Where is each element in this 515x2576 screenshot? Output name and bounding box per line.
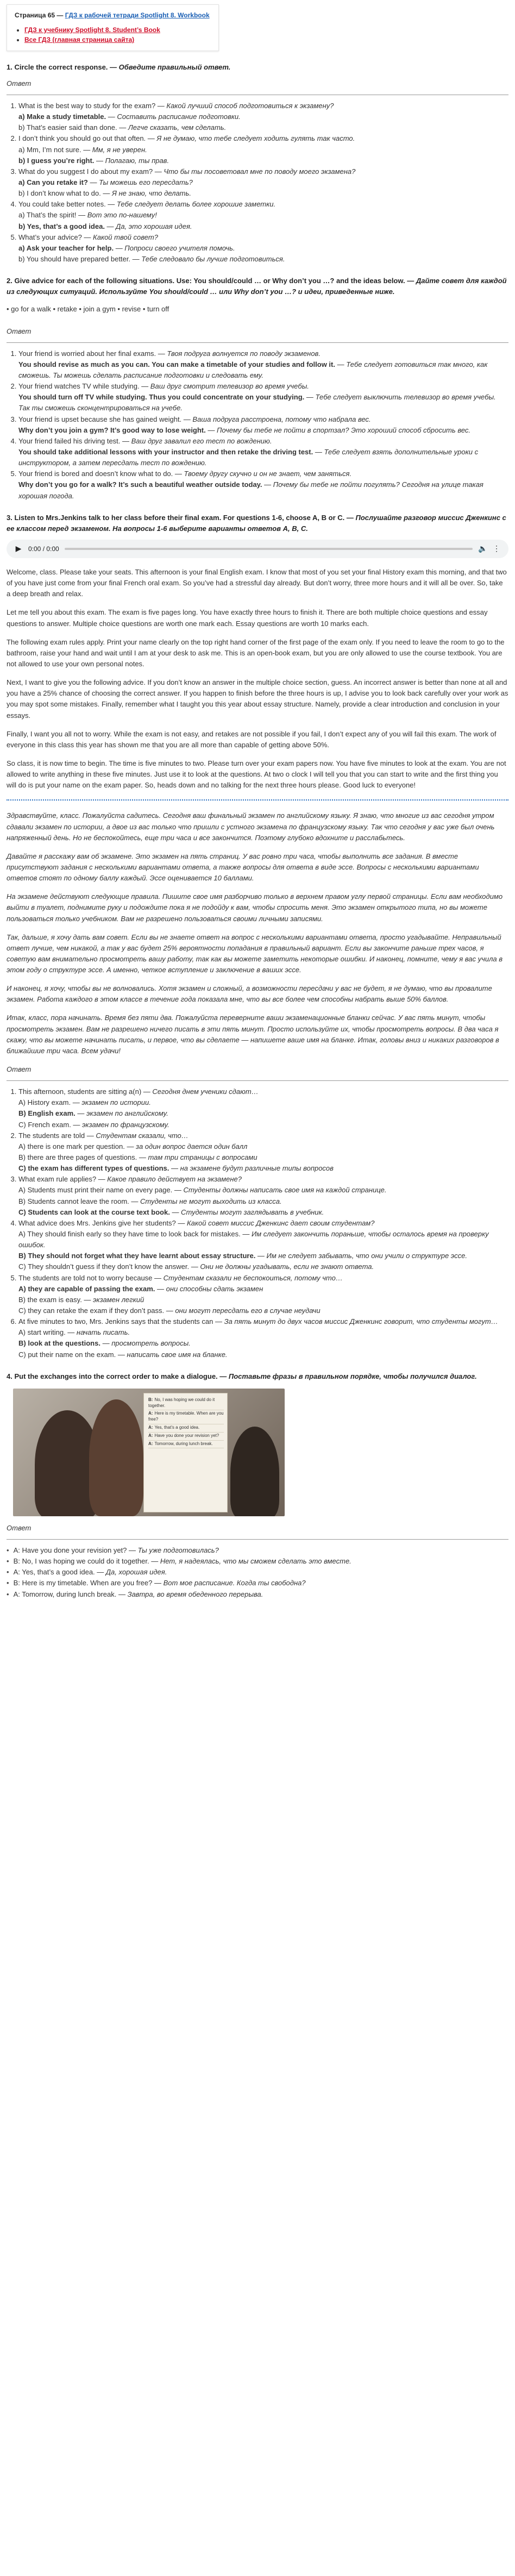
card-speaker: A:: [148, 1441, 153, 1446]
advice-translation: — Почему бы тебе не пойти в спортзал? Это хороший способ сбросить вес.: [205, 426, 471, 434]
toc-link-all[interactable]: Все ГДЗ (главная страница сайта): [24, 36, 135, 44]
answer-text: a) Mm, I’m not sure.: [18, 145, 81, 154]
audio-player[interactable]: [7, 540, 508, 558]
advice-translation: — Почему бы тебе не пойти погулять? Сегодня на улице такая хорошая погода.: [18, 480, 483, 500]
answer-option: [18, 1185, 508, 1196]
question-text: You could take better notes. —: [18, 200, 117, 209]
answer-option: [18, 1305, 508, 1316]
advice-answer: [18, 479, 508, 501]
question-text: The students are told —: [18, 1131, 96, 1140]
girl-figure: [89, 1399, 143, 1516]
transcript-paragraph: So class, it is now time to begin. The time is five minutes to two. Please turn over your exam papers now. You have five minutes to look at the exam. You are not allowed to write anything in these five minutes. Just use it to look at the questions. At two o clock I will tell you that you can start to write and the first thing you will do is put your name on the exam paper. So, heads down and no talking for the next three hours please. Good luck to everyone!: [7, 759, 506, 790]
correct-answer: b) I guess you’re right.: [18, 156, 95, 165]
more-options-icon[interactable]: ⋮: [493, 544, 500, 553]
toc-item: [24, 25, 210, 35]
divider: [7, 1080, 508, 1081]
transcript-en: [7, 567, 508, 791]
task2-word-bank: • go for a walk • retake • join a gym • revise • turn off: [7, 305, 169, 314]
answer-translation: — экзамен по английскому.: [75, 1109, 168, 1118]
answer-translation: — Попроси своего учителя помочь.: [114, 243, 235, 252]
question-item: [18, 1130, 508, 1174]
question-text: The students are told not to worry because —: [18, 1273, 164, 1282]
answer-text: C) they can retake the exam if they don’t pass.: [18, 1306, 165, 1315]
question-text: At five minutes to two, Mrs. Jenkins says that the students can —: [18, 1317, 224, 1326]
answer-option: [18, 1284, 508, 1295]
situation-text: Your friend failed his driving test. —: [18, 436, 131, 445]
answer-option: [18, 1261, 508, 1272]
answer-text: A) History exam.: [18, 1098, 71, 1107]
question-translation: Я не думаю, что тебе следует ходить гулять так часто.: [156, 134, 355, 143]
answer-text: B) the exam is easy.: [18, 1295, 82, 1304]
situation-translation: Ваша подруга расстроена, потому что набрала вес.: [192, 415, 371, 423]
task3-list: [7, 1086, 508, 1360]
dialogue-photo: [13, 1389, 285, 1516]
play-icon[interactable]: ▶: [15, 544, 22, 553]
transcript-paragraph: Next, I want to give you the following advice. If you don’t know an answer in the multiple choice section, guess. An incorrect answer is better than none at all and you have a 25% chance of choosing the correct answer. If you happen to finish before the three hours is up, I advise you to look back carefully over your work as you may spot some mistakes. Finally, remember what I taught you this year about essay structure. Namely, provide a clear introduction and conclusion in your essays.: [7, 678, 508, 720]
situation-item: [18, 468, 508, 501]
task3-heading-ru: Послушайте разговор миссис Дженкинс с ее классом перед экзаменом. На вопросы 1-6 выберите варианты ответов A, B, C.: [7, 513, 506, 533]
answer-translation: — Полагаю, ты прав.: [94, 156, 169, 165]
answer-option: [18, 1349, 508, 1360]
situation-text: Your friend is bored and doesn’t know what to do. —: [18, 470, 184, 478]
answer-option: [18, 210, 508, 221]
advice-text: Why don’t you join a gym? It’s good way to lose weight.: [18, 426, 206, 434]
toc-box: [7, 4, 219, 51]
question-item: [18, 1273, 508, 1317]
answer-translation: — экзамен легкий: [81, 1295, 145, 1304]
answer-translation: — Они не должны угадывать, если не знают ответа.: [189, 1262, 374, 1271]
situation-translation: Твоему другу скучно и он не знает, чем заняться.: [184, 470, 352, 478]
toc-title-prefix: Страница 65 —: [15, 11, 65, 19]
correct-answer: a) Ask your teacher for help.: [18, 243, 114, 252]
transcript-translation-paragraph: Итак, класс, пора начинать. Время без пяти два. Пожалуйста переверните ваши экзаменационные бланки сейчас. У вас пять минут, чтобы просмотреть экзамен. Вам не разрешено ничего писать в эти пять минут. Просто используйте их, чтобы просмотреть вопросы. В два часа я скажу, что вы можете начинать писать, и первое, что вы сделаете — напишете ваше имя на бланке. Итак, головы вниз и никаких разговоров в ближайшие три часа. Всем удачи!: [7, 1014, 499, 1055]
question-item: [18, 1086, 508, 1130]
question-text: What’s your advice? —: [18, 233, 93, 241]
correct-answer: B) They should not forget what they have learnt about essay structure.: [18, 1252, 256, 1260]
dialogue-translation: — Ты уже подготовилась?: [127, 1546, 219, 1554]
card-line: [148, 1397, 224, 1411]
task2-heading-en: 2. Give advice for each of the following situations. Use: You should/could … or Why don’t you …? and the ideas below. —: [7, 277, 416, 285]
dialogue-translation: — Вот мое расписание. Когда ты свободна?: [152, 1579, 306, 1587]
task1-answer-label: Ответ: [7, 79, 32, 87]
answer-translation: — за один вопрос дается один балл: [124, 1142, 248, 1151]
advice-text: Why don’t you go for a walk? It’s such a beautiful weather outside today.: [18, 480, 262, 489]
dialogue-translation: — Нет, я надеялась, что мы сможем сделать это вместе.: [149, 1557, 351, 1566]
task1-heading-en: 1. Circle the correct response. —: [7, 62, 119, 71]
correct-answer: C) the exam has different types of questions.: [18, 1164, 169, 1173]
situation-item: [18, 436, 508, 468]
answer-text: C) They shouldn’t guess if they don’t know the answer.: [18, 1262, 190, 1271]
task2-answer-label: Ответ: [7, 327, 32, 335]
advice-translation: — Тебе следует готовиться так много, как сможешь. Ты можешь сделать расписание подготовки и следовать ему.: [18, 360, 488, 380]
transcript-translation-paragraph: Давайте я расскажу вам об экзамене. Это экзамен на пять страниц. У вас ровно три часа, чтобы выполнить все задания. В вместе присутствуют задания с несколькими вариантами ответа, а также вопросы для ответа в виде эссе. Вопросы с несколькими вариантами ответов стоят по одному баллу каждый. Эссе оценивается 10 баллами.: [7, 852, 479, 883]
card-speaker: A:: [148, 1433, 153, 1438]
question-item: [18, 1316, 508, 1360]
answer-translation: — Да, это хорошая идея.: [104, 222, 192, 230]
answer-option: [18, 1196, 508, 1207]
task4-heading: [7, 1371, 508, 1382]
correct-answer: B) look at the questions.: [18, 1339, 101, 1348]
question-item: [18, 166, 508, 199]
answer-translation: — экзамен по французскому.: [71, 1120, 169, 1129]
dialogue-translation: — Завтра, во время обеденного перерыва.: [116, 1590, 263, 1598]
question-text: I don’t think you should go out that often. —: [18, 134, 157, 143]
task2-list: [7, 348, 508, 502]
task4-list: [7, 1545, 508, 1600]
correct-answer: B) English exam.: [18, 1109, 76, 1118]
answer-text: A) start writing.: [18, 1328, 66, 1337]
situation-text: Your friend is upset because she has gained weight. —: [18, 415, 193, 423]
task1-list: [7, 101, 508, 265]
transcript-translation-paragraph: На экзамене действуют следующие правила. Пишите свое имя разборчиво только в верхнем правом углу первой страницы. Если вам необходимо выйти в туалет, поднимите руку и подождите пока я не подойду к вам, чтобы спросить меня. Это экзамен открытого типа, но вы можете пользоваться только учебником. Вам не разрешено пользоваться своими личными записями.: [7, 892, 503, 923]
question-translation: Студентам сказали, что…: [96, 1131, 189, 1140]
task1-heading: [7, 62, 508, 73]
question-translation: Какой твой совет?: [93, 233, 158, 241]
answer-text: A) there is one mark per question.: [18, 1142, 125, 1151]
question-translation: Тебе следует делать более хорошие заметки.: [116, 200, 276, 209]
dialogue-line: [7, 1578, 508, 1589]
volume-icon[interactable]: 🔈: [478, 544, 488, 553]
answer-translation: — Я не знаю, что делать.: [101, 189, 191, 198]
question-translation: Какое правило действует на экзамене?: [107, 1175, 242, 1184]
question-item: [18, 1174, 508, 1218]
answer-translation: — там три страницы с вопросами: [137, 1153, 258, 1162]
situation-text: Your friend watches TV while studying. —: [18, 382, 150, 391]
answer-text: B) there are three pages of questions.: [18, 1153, 137, 1162]
question-translation: За пять минут до двух часов миссис Дженкинс говорит, что студенты могут…: [224, 1317, 498, 1326]
task3-answer-label: Ответ: [7, 1065, 32, 1074]
toc-title-link[interactable]: ГДЗ к рабочей тетради Spotlight 8. Workbook: [65, 11, 210, 19]
situation-item: [18, 381, 508, 414]
answer-translation: — на экзамене будут различные типы вопросов: [169, 1164, 334, 1173]
answer-translation: — Студенты не могут выходить из класса.: [129, 1197, 282, 1205]
answer-translation: — Мм, я не уверен.: [81, 145, 147, 154]
answer-option: [18, 1338, 508, 1349]
dialogue-translation: — Да, хорошая идея.: [95, 1568, 167, 1577]
dialogue-line: [7, 1567, 508, 1578]
question-item: [18, 1218, 508, 1273]
correct-answer: a) Make a study timetable.: [18, 112, 106, 121]
question-text: What is the best way to study for the exam? —: [18, 102, 167, 110]
transcript-translation-paragraph: Здравствуйте, класс. Пожалуйста садитесь. Сегодня ваш финальный экзамен по английскому языку. Я знаю, что многие из вас сегодня утром сдавали экзамен по истории, а двое из вас только что пришли с устного экзамена по французскому языку. Так что сегодня у вас уже был очень напряженный день. Но не беспокойтесь, еще три часа и все закончится. Поэтому глубоко вдохните и расслабьтесь.: [7, 811, 495, 842]
answer-translation: — Тебе следовало бы лучше подготовиться.: [130, 255, 285, 264]
dialogue-text: B: No, I was hoping we could do it together.: [13, 1557, 149, 1566]
answer-translation: — написать свое имя на бланке.: [116, 1350, 228, 1359]
answer-option: [18, 122, 508, 133]
advice-answer: [18, 359, 508, 381]
dotted-divider: [7, 799, 508, 801]
advice-translation: — Тебе следует выключить телевизор во время учебы. Так ты сможешь сконцентрироваться на учебе.: [18, 393, 496, 412]
question-translation: Сегодня днем ученики сдают…: [152, 1087, 259, 1096]
card-line: [148, 1410, 224, 1424]
toc-links: [15, 25, 210, 45]
answer-text: C) put their name on the exam.: [18, 1350, 116, 1359]
transcript-translation-paragraph: Так, дальше, я хочу дать вам совет. Если вы не знаете ответ на вопрос с несколькими вариантами ответа, просто угадывайте. Неправильный ответ лучше, чем никакой, а так у вас будет 25% вероятности попадания в правильный вариант. Если вы закончите раньше трех часов, я советую вам внимательно просмотреть вашу работу, так как вы можете заметить некоторые ошибки. И наконец, помните, чему я вас учила в этом году о структуре эссе. А именно, четкое вступление и заключение в ваших эссе.: [7, 933, 503, 974]
task2-heading-ru: Дайте совет для каждой из следующих ситуаций. Используйте You should/could … или Why don’t you …? и идеи, приведенные ниже.: [7, 277, 507, 296]
answer-translation: — просмотреть вопросы.: [100, 1339, 191, 1348]
card-text: Here is my timetable. When are you free?: [148, 1411, 224, 1422]
task2-heading: [7, 276, 508, 297]
advice-text: You should take additional lessons with your instructor and then retake the driving test.: [18, 448, 313, 456]
task4-heading-ru: Поставьте фразы в правильном порядке, чтобы получился диалог.: [228, 1372, 477, 1380]
situation-translation: Ваш друг завалил его тест по вождению.: [131, 436, 272, 445]
answer-translation: — начать писать.: [65, 1328, 130, 1337]
answer-option: [18, 1251, 508, 1261]
answer-translation: — экзамен по истории.: [71, 1098, 151, 1107]
card-text: Tomorrow, during lunch break.: [154, 1441, 213, 1446]
transcript-translation-paragraph: И наконец, я хочу, чтобы вы не волновались. Хотя экзамен и сложный, а возможности пересдачи у вас не будет, я не думаю, что вы провалите экзамен. Работа каждого в этом классе в течение года показала мне, что вы все более чем способны набрать выше 50% баллов.: [7, 984, 492, 1004]
card-line: [148, 1433, 224, 1441]
transcript-paragraph: Let me tell you about this exam. The exam is five pages long. You have exactly three hours to finish it. There are both multiple choice questions and essay questions to answer. Multiple choice questions are worth one mark each. Essay questions are worth 10 marks each.: [7, 608, 488, 628]
answer-option: [18, 188, 508, 199]
advice-answer: [18, 447, 508, 468]
advice-text: You should turn off TV while studying. Thus you could concentrate on your studying.: [18, 393, 305, 402]
answer-option: [18, 177, 508, 188]
transcript-ru: [7, 810, 508, 1056]
answer-option: [18, 243, 508, 254]
answer-translation: — Им следует закончить пораньше, чтобы осталось время на проверку ошибок.: [18, 1230, 489, 1249]
dialogue-line: [7, 1589, 508, 1600]
girl-figure: [230, 1427, 279, 1516]
answer-translation: — Им не следует забывать, что они учили о структуре эссе.: [255, 1252, 468, 1260]
answer-option: [18, 1295, 508, 1305]
answer-text: C) French exam.: [18, 1120, 71, 1129]
answer-option: [18, 111, 508, 122]
question-translation: Какой лучший способ подготовиться к экзамену?: [166, 102, 334, 110]
dialogue-line: [7, 1545, 508, 1556]
answer-text: A) Students must print their name on every page.: [18, 1186, 173, 1195]
answer-option: [18, 221, 508, 232]
answer-option: [18, 1120, 508, 1130]
advice-answer: [18, 392, 508, 414]
card-line: [148, 1424, 224, 1433]
dialogue-text: A: Yes, that’s a good idea.: [13, 1568, 95, 1577]
answer-option: [18, 1207, 508, 1218]
answer-text: b) That’s easier said than done.: [18, 123, 117, 132]
card-speaker: A:: [148, 1411, 153, 1416]
transcript-paragraph: Welcome, class. Please take your seats. This afternoon is your final English exam. I know that most of you set your final History exam this morning, and that two of you have just come from your final French oral exam. So you’ve had a stressful day already. But don’t worry, three more hours and it will all be over. So, take a deep breath and relax.: [7, 567, 507, 598]
correct-answer: A) they are capable of passing the exam.: [18, 1284, 155, 1293]
card-line: [148, 1441, 224, 1449]
toc-title: [15, 10, 210, 21]
answer-text: b) I don’t know what to do.: [18, 189, 101, 198]
task3-heading-en: 3. Listen to Mrs.Jenkins talk to her class before their final exam. For questions 1-6, choose A, B or C. —: [7, 513, 356, 522]
question-text: What do you suggest I do about my exam? —: [18, 167, 164, 176]
question-item: [18, 199, 508, 232]
answer-option: [18, 145, 508, 155]
task3-heading: [7, 512, 508, 534]
divider: [7, 1539, 508, 1540]
answer-translation: — Составить расписание подготовки.: [106, 112, 241, 121]
answer-translation: — Вот это по-нашему!: [76, 211, 157, 220]
answer-text: a) That’s the spirit!: [18, 211, 77, 220]
correct-answer: a) Can you retake it?: [18, 178, 88, 187]
answer-translation: — Ты можешь его пересдать?: [87, 178, 193, 187]
answer-option: [18, 1108, 508, 1119]
question-text: What advice does Mrs. Jenkins give her students? —: [18, 1218, 187, 1227]
answer-option: [18, 254, 508, 265]
situation-item: [18, 348, 508, 381]
question-item: [18, 232, 508, 265]
answer-option: [18, 1229, 508, 1251]
question-item: [18, 101, 508, 133]
dialogue-text: A: Tomorrow, during lunch break.: [13, 1590, 117, 1598]
answer-translation: — они способны сдать экзамен: [155, 1284, 263, 1293]
answer-translation: — Легче сказать, чем сделать.: [117, 123, 227, 132]
answer-option: [18, 1152, 508, 1163]
answer-text: A) They should finish early so they have time to look back for mistakes.: [18, 1230, 241, 1239]
situation-text: Your friend is worried about her final exams. —: [18, 349, 167, 358]
answer-translation: — Студенты могут заглядывать в учебник.: [169, 1208, 324, 1216]
situation-translation: Ваш друг смотрит телевизор во время учебы.: [150, 382, 309, 391]
dialogue-card: [143, 1393, 228, 1512]
situation-item: [18, 414, 508, 436]
toc-item: [24, 35, 210, 45]
advice-translation: — Тебе следует взять дополнительные уроки с инструктором, а затем пересдать тест по вождению.: [18, 448, 479, 467]
transcript-paragraph: Finally, I want you all not to worry. While the exam is not easy, and retakes are not possible if you fail, I don’t expect any of you will fail this exam. The work of everyone in this class this year has shown me that you are all more than capable of getting above 50%.: [7, 729, 497, 749]
transcript-paragraph: The following exam rules apply. Print your name clearly on the top right hand corner of the first page of the exam only. If you need to leave the room to go to the bathroom, raise your hand and wait until I am at your desk to ask me. This is an open-book exam, but you are only allowed to use the course textbook. You are not allowed to use your own personal notes.: [7, 637, 505, 668]
task1-heading-ru: Обведите правильный ответ.: [118, 62, 231, 71]
answer-option: [18, 1163, 508, 1174]
card-speaker: A:: [148, 1425, 153, 1430]
answer-option: [18, 1327, 508, 1338]
answer-text: B) Students cannot leave the room.: [18, 1197, 129, 1205]
answer-option: [18, 1097, 508, 1108]
answer-option: [18, 155, 508, 166]
dialogue-text: B: Here is my timetable. When are you free?: [13, 1579, 153, 1587]
advice-text: You should revise as much as you can. You can make a timetable of your studies and follow it.: [18, 360, 335, 368]
audio-time: 0:00 / 0:00: [28, 545, 59, 553]
situation-translation: Твоя подруга волнуется по поводу экзаменов.: [167, 349, 321, 358]
answer-translation: — они могут пересдать его в случае неудачи: [164, 1306, 321, 1315]
card-text: No, I was hoping we could do it together.: [148, 1397, 215, 1408]
correct-answer: b) Yes, that’s a good idea.: [18, 222, 105, 230]
audio-progress-track[interactable]: [65, 548, 473, 550]
task4-answer-label: Ответ: [7, 1523, 32, 1532]
question-translation: Что бы ты посоветовал мне по поводу моего экзамена?: [164, 167, 356, 176]
question-item: [18, 133, 508, 166]
task4-heading-en: 4. Put the exchanges into the correct order to make a dialogue. —: [7, 1372, 229, 1380]
question-text: This afternoon, students are sitting a(n) —: [18, 1087, 153, 1096]
dialogue-line: [7, 1556, 508, 1567]
answer-translation: — Студенты должны написать свое имя на каждой странице.: [172, 1186, 387, 1195]
question-translation: Какой совет миссис Дженкинс дает своим студентам?: [186, 1218, 375, 1227]
answer-option: [18, 1141, 508, 1152]
question-translation: Студентам сказали не беспокоиться, потому что…: [163, 1273, 343, 1282]
divider: [7, 342, 508, 343]
toc-link-students-book[interactable]: ГДЗ к учебнику Spotlight 8. Student’s Book: [24, 26, 160, 34]
answer-text: b) You should have prepared better.: [18, 255, 130, 264]
correct-answer: C) Students can look at the course text book.: [18, 1208, 170, 1216]
card-text: Have you done your revision yet?: [154, 1433, 219, 1438]
card-speaker: B:: [148, 1397, 153, 1402]
advice-answer: [18, 425, 508, 436]
question-text: What exam rule applies? —: [18, 1175, 108, 1184]
card-text: Yes, that’s a good idea.: [154, 1425, 200, 1430]
dialogue-text: A: Have you done your revision yet?: [13, 1546, 127, 1554]
